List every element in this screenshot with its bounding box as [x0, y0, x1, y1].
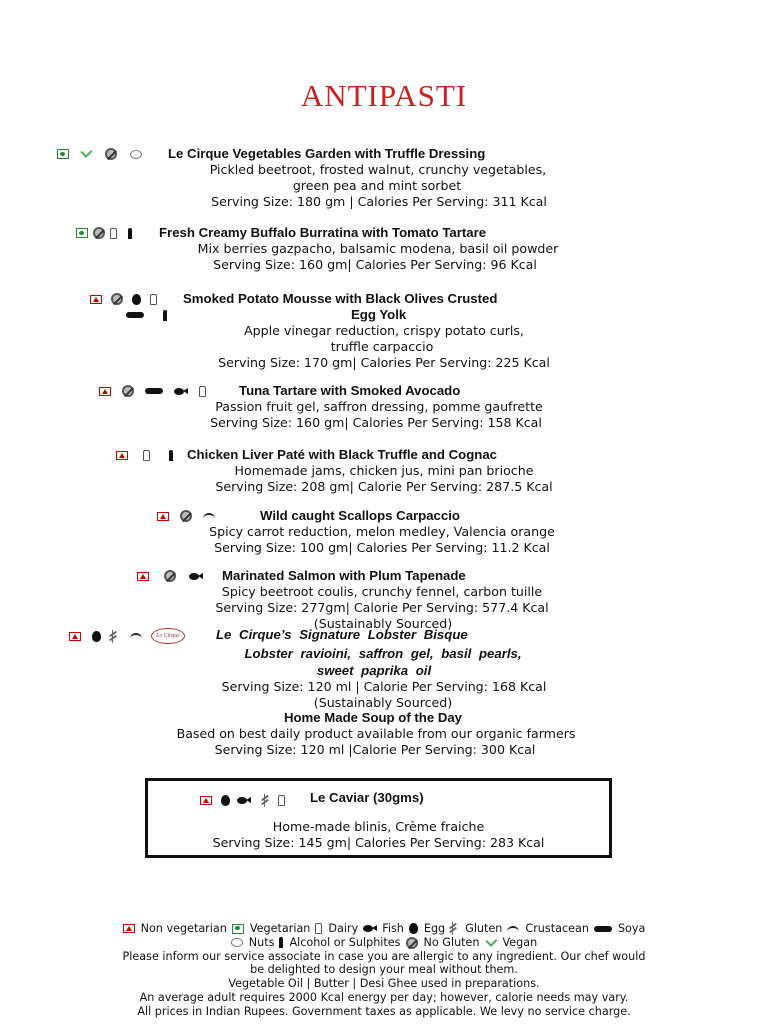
menu-item [0, 447, 768, 495]
dietary-icons [76, 225, 132, 241]
gluten-icon [264, 794, 271, 807]
dietary-icons [137, 568, 199, 584]
fish-icon [363, 925, 373, 932]
no-gluten-icon [180, 510, 192, 522]
dietary-icons [57, 146, 142, 162]
legend-label: Gluten [465, 922, 503, 935]
soya-icon [594, 926, 612, 932]
sourcing-note: (Sustainably Sourced) [313, 695, 453, 710]
dish-description: Passion fruit gel, saffron dressing, pomme gaufrette [215, 399, 543, 414]
calorie-note: An average adult requires 2000 Kcal energy per day; however, calorie needs may vary. [139, 990, 629, 1004]
legend-row [0, 936, 768, 950]
legend-label: Alcohol or Sulphites [289, 935, 401, 949]
alcohol-icon [128, 228, 132, 239]
legend-label: Crustacean [525, 922, 589, 935]
no-gluten-icon [164, 570, 176, 582]
dietary-icons [157, 508, 215, 524]
dietary-icons [90, 291, 157, 307]
dish-description: Spicy carrot reduction, melon medley, Valencia orange [209, 524, 555, 539]
dish-description: truffle carpaccio [330, 339, 434, 354]
dish-name: Marinated Salmon with Plum Tapenade [222, 568, 466, 583]
no-gluten-icon [122, 385, 134, 397]
serving-info: Serving Size: 145 gm| Calories Per Serving: 283 Kcal [212, 835, 545, 850]
dairy-icon [315, 923, 322, 934]
serving-info: Serving Size: 170 gm| Calories Per Serving: 225 Kcal [218, 355, 550, 370]
dietary-icons [99, 383, 206, 399]
legend-label: Vegan [502, 935, 538, 949]
vegetarian-icon [76, 228, 88, 238]
dairy-icon [143, 450, 150, 461]
dish-name: Le Cirque Vegetables Garden with Truffle Dressing [168, 146, 486, 161]
dish-description: sweet paprika oil [316, 663, 432, 678]
menu-item [0, 291, 768, 371]
fish-icon [189, 573, 199, 580]
legend-label: Fish [382, 922, 404, 935]
allergy-note: Please inform our service associate in case you are allergic to any ingredient. Our chef would [122, 949, 646, 963]
caviar-box [145, 778, 612, 858]
dish-description: Spicy beetroot coulis, crunchy fennel, carbon tuille [221, 584, 543, 599]
non-vegetarian-icon [157, 512, 169, 521]
crustacean-icon [203, 513, 215, 519]
alcohol-icon [163, 310, 167, 321]
dish-name: Smoked Potato Mousse with Black Olives Crusted [183, 291, 498, 306]
dietary-icons [126, 307, 167, 323]
vegan-icon [485, 939, 497, 947]
menu-item [0, 383, 768, 431]
alcohol-icon [279, 937, 283, 948]
soya-icon [145, 388, 163, 394]
price-note: All prices in Indian Rupees. Government taxes as applicable. We levy no service charge. [137, 1004, 631, 1018]
serving-info: Serving Size: 160 gm| Calories Per Serving: 96 Kcal [213, 257, 537, 272]
dish-name: Wild caught Scallops Carpaccio [260, 508, 460, 523]
menu-item [0, 146, 768, 210]
dairy-icon [110, 228, 117, 239]
vegan-icon [80, 150, 92, 158]
no-gluten-icon [93, 227, 105, 239]
dish-name: Home Made Soup of the Day [283, 710, 463, 725]
soya-icon [126, 312, 144, 318]
dish-name: Chicken Liver Paté with Black Truffle and Cognac [187, 447, 497, 462]
no-gluten-icon [406, 937, 418, 949]
vegetarian-icon [57, 149, 69, 159]
serving-info: Serving Size: 277gm| Calorie Per Serving: 577.4 Kcal [215, 600, 549, 615]
dish-name: Fresh Creamy Buffalo Burratina with Tomato Tartare [159, 225, 487, 240]
menu-item [0, 225, 768, 273]
serving-info: Serving Size: 120 ml | Calorie Per Serving: 168 Kcal [221, 679, 547, 694]
legend-label: Dairy [328, 922, 359, 935]
nuts-icon [231, 938, 243, 947]
dish-description: Homemade jams, chicken jus, mini pan brioche [234, 463, 534, 478]
dish-name: Le Caviar (30gms) [310, 790, 424, 805]
fish-icon [237, 797, 247, 804]
serving-info: Serving Size: 208 gm| Calorie Per Serving: 287.5 Kcal [215, 479, 553, 494]
nuts-icon [130, 150, 142, 159]
egg-icon [221, 795, 230, 806]
dairy-icon [278, 795, 285, 806]
crustacean-icon [507, 926, 519, 932]
non-vegetarian-icon [116, 451, 128, 460]
dish-description: Mix berries gazpacho, balsamic modena, basil oil powder [197, 241, 559, 256]
dietary-icons [200, 794, 285, 807]
legend-label: Vegetarian [249, 922, 311, 935]
dish-description: Home-made blinis, Crème fraiche [272, 819, 485, 834]
non-vegetarian-icon [137, 572, 149, 581]
dish-name-line2: Egg Yolk [351, 307, 407, 322]
egg-icon [92, 631, 101, 642]
legend [0, 922, 768, 1019]
menu-item [0, 568, 768, 632]
serving-info: Serving Size: 160 gm| Calories Per Serving: 158 Kcal [210, 415, 542, 430]
dietary-icons [69, 628, 185, 644]
signature-item [0, 627, 768, 711]
dish-name: Le Cirque’s Signature Lobster Bisque [216, 627, 468, 642]
non-vegetarian-icon [123, 924, 135, 933]
non-vegetarian-icon [200, 796, 212, 805]
dish-description: Based on best daily product available from our organic farmers [176, 726, 576, 741]
no-gluten-icon [105, 148, 117, 160]
dish-description: green pea and mint sorbet [292, 178, 462, 193]
serving-info: Serving Size: 100 gm| Calories Per Serving: 11.2 Kcal [214, 540, 550, 555]
gluten-icon [452, 922, 459, 935]
menu-item [0, 508, 768, 556]
no-gluten-icon [111, 293, 123, 305]
serving-info: Serving Size: 180 gm | Calories Per Serving: 311 Kcal [211, 194, 547, 209]
fish-icon [174, 388, 184, 395]
non-vegetarian-icon [90, 295, 102, 304]
legend-row [0, 922, 768, 936]
dairy-icon [199, 386, 206, 397]
non-vegetarian-icon [69, 632, 81, 641]
dairy-icon [150, 294, 157, 305]
dish-name: Tuna Tartare with Smoked Avocado [239, 383, 461, 398]
soup-item [0, 710, 768, 758]
legend-label: No Gluten [423, 935, 480, 949]
egg-icon [132, 294, 141, 305]
le-cirque-logo-icon: Le Cirque [151, 628, 185, 644]
egg-icon [409, 923, 418, 934]
legend-label: Non vegetarian [140, 922, 227, 935]
dish-description: Pickled beetroot, frosted walnut, crunchy vegetables, [209, 162, 547, 177]
sourcing-note: (Sustainably Sourced) [313, 616, 453, 631]
crustacean-icon [130, 633, 142, 639]
serving-info: Serving Size: 120 ml |Calorie Per Serving: 300 Kcal [214, 742, 536, 757]
page-title: ANTIPASTI [300, 78, 468, 113]
gluten-icon [112, 630, 119, 643]
legend-label: Egg [423, 922, 446, 935]
vegetarian-icon [232, 924, 244, 934]
dietary-icons [116, 447, 173, 463]
non-vegetarian-icon [99, 387, 111, 396]
alcohol-icon [169, 450, 173, 461]
oil-note: Vegetable Oil | Butter | Desi Ghee used in preparations. [228, 977, 540, 991]
dish-description: Lobster ravioini, saffron gel, basil pearls, [244, 646, 522, 661]
allergy-note: be delighted to design your meal without them. [250, 963, 518, 977]
legend-label: Nuts [248, 935, 275, 949]
legend-label: Soya [617, 922, 646, 935]
dish-description: Apple vinegar reduction, crispy potato curls, [244, 323, 524, 338]
